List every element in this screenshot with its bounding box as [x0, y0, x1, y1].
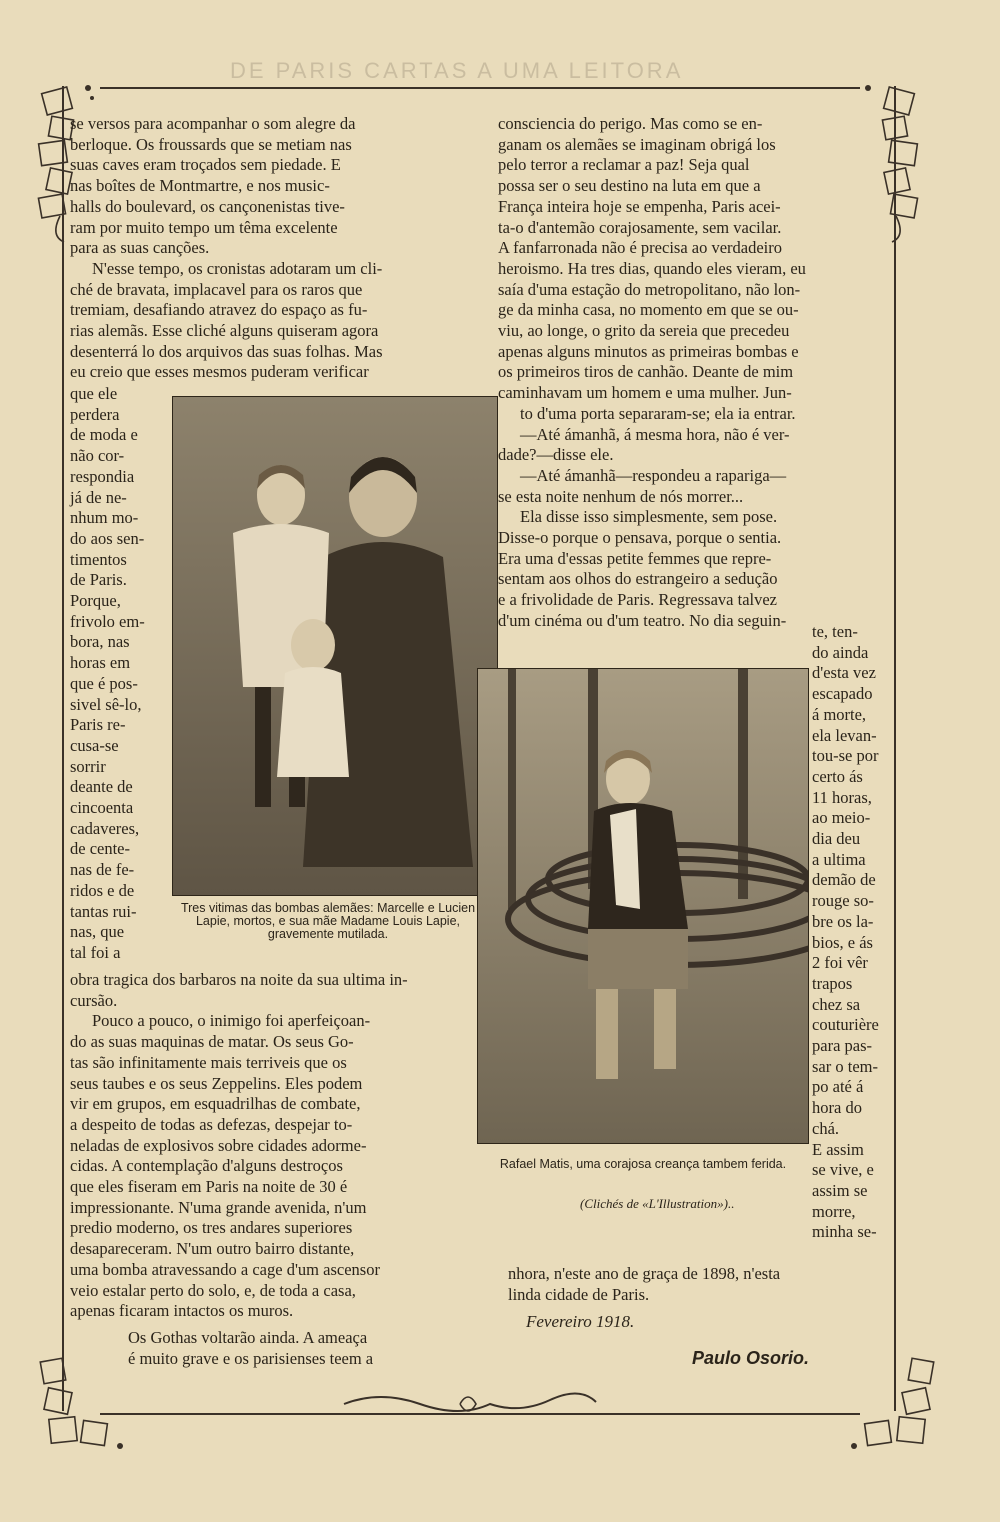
- text-line: apenas alguns minutos as primeiras bombas e: [498, 341, 799, 361]
- text-line: pelo terror a reclamar a paz! Seja qual: [498, 155, 750, 175]
- right-narrow-column: [812, 622, 896, 1243]
- text-line: dia deu: [812, 829, 861, 849]
- text-line: já de ne-: [70, 487, 127, 507]
- left-column-bottom: [70, 970, 464, 1322]
- text-line: que ele: [70, 384, 118, 403]
- text-line: rouge so-: [812, 891, 874, 911]
- left-narrow-column: [70, 384, 160, 964]
- text-line: do ainda: [812, 642, 869, 662]
- text-line: que é pos-: [70, 673, 138, 693]
- text-line: N'esse tempo, os cronistas adotaram um cli-: [92, 258, 383, 278]
- text-line: nas boîtes de Montmartre, e nos music-: [70, 176, 330, 196]
- text-line: sentam aos olhos do estrangeiro a sedução: [498, 569, 778, 589]
- text-line: desapareceram. N'um outro bairro distante,: [70, 1239, 355, 1259]
- text-line: obra tragica dos barbaros na noite da sua ultima in-: [70, 970, 408, 989]
- text-line: d'um cinéma ou d'um teatro. No dia seguin-: [498, 610, 787, 630]
- text-line: te, ten-: [812, 622, 858, 641]
- text-line: perdera: [70, 404, 120, 424]
- text-line: cincoenta: [70, 798, 134, 818]
- text-line: França inteira hoje se empenha, Paris acei-: [498, 196, 781, 216]
- text-line: nas, que: [70, 922, 125, 942]
- caption-rafael-matis: Rafael Matis, uma corajosa creança tambem ferida.: [499, 1157, 787, 1171]
- text-line: seus taubes e os seus Zeppelins. Eles podem: [70, 1073, 363, 1093]
- text-line: cadaveres,: [70, 818, 140, 838]
- text-line: não cor-: [70, 446, 125, 466]
- text-line: halls do boulevard, os cançonenistas tive-: [70, 196, 345, 216]
- text-line: possa ser o seu destino na luta em que a: [498, 176, 761, 196]
- text-line: Os Gothas voltarão ainda. A ameaça: [128, 1328, 368, 1347]
- text-line: —Até ámanhã, á mesma hora, não é ver-: [520, 424, 790, 444]
- text-line: hora do: [812, 1098, 862, 1118]
- text-line: eu creio que esses mesmos puderam verificar: [70, 362, 369, 382]
- ornament-bottom-right: [836, 1350, 946, 1460]
- text-line: veio estalar perto do solo, e, de toda a casa,: [70, 1280, 356, 1300]
- text-line: a ultima: [812, 849, 866, 869]
- text-line: nas de fe-: [70, 860, 135, 880]
- text-line: sar o tem-: [812, 1056, 878, 1076]
- photo-credit: (Clichés de «L'Illustration»)..: [580, 1196, 735, 1211]
- text-line: respondia: [70, 466, 135, 486]
- text-line: assim se: [812, 1180, 868, 1200]
- text-line: Pouco a pouco, o inimigo foi aperfeiçoan-: [92, 1011, 371, 1031]
- text-line: apenas ficaram intactos os muros.: [70, 1301, 294, 1321]
- text-line: tremiam, desafiando atravez do espaço as fu-: [70, 300, 368, 320]
- text-line: Paris re-: [70, 715, 126, 735]
- text-line: tal foi a: [70, 942, 121, 962]
- text-line: saía d'uma estação do metropolitano, não lon-: [498, 279, 801, 299]
- text-line: nhora, n'este ano de graça de 1898, n'esta: [508, 1264, 781, 1283]
- text-line: á morte,: [812, 704, 867, 724]
- text-line: A fanfarronada não é precisa ao verdadeiro: [498, 238, 783, 258]
- text-line: ganam os alemães se imaginam obrigá los: [498, 134, 776, 154]
- text-line: ram por muito tempo um têma excelente: [70, 217, 338, 237]
- text-line: de cente-: [70, 839, 130, 859]
- text-line: que eles fiseram em Paris na noite de 30 é: [70, 1177, 348, 1197]
- text-line: timentos: [70, 549, 127, 569]
- bleed-through-header: DE PARIS CARTAS A UMA LEITORA: [230, 58, 684, 83]
- text-line: predio moderno, os tres andares superiores: [70, 1218, 353, 1238]
- text-line: ge da minha casa, no momento em que se ou-: [498, 300, 799, 320]
- text-line: a despeito de todas as defezas, despejar to-: [70, 1114, 353, 1134]
- text-line: Ela disse isso simplesmente, sem pose.: [520, 507, 778, 527]
- text-line: chá.: [812, 1118, 840, 1138]
- text-line: d'esta vez: [812, 663, 876, 683]
- text-line: neladas de explosivos sobre cidades adorme-: [70, 1135, 367, 1155]
- text-line: chez sa: [812, 994, 861, 1014]
- text-line: trapos: [812, 973, 853, 993]
- text-line: ta-o d'antemão corajosamente, sem vacilar.: [498, 217, 782, 237]
- text-line: minha se-: [812, 1222, 877, 1242]
- text-line: do aos sen-: [70, 528, 145, 548]
- text-line: se vive, e: [812, 1160, 874, 1180]
- text-line: uma bomba atravessando a cage d'um ascensor: [70, 1259, 380, 1279]
- text-line: Porque,: [70, 591, 121, 611]
- text-line: para as suas canções.: [70, 238, 210, 258]
- text-line: Era uma d'essas petite femmes que repre-: [498, 548, 772, 568]
- text-line: ridos e de: [70, 880, 135, 900]
- text-line: nhum mo-: [70, 508, 139, 528]
- text-line: sivel sê-lo,: [70, 694, 142, 714]
- text-line: viu, ao longe, o grito da sereia que precedeu: [498, 321, 790, 341]
- text-line: ché de bravata, implacavel para os raros que: [70, 279, 363, 299]
- text-line: se esta noite nenhum de nós morrer...: [498, 486, 744, 506]
- text-line: tantas rui-: [70, 901, 137, 921]
- text-line: bre os la-: [812, 911, 874, 931]
- text-line: vir em grupos, em esquadrilhas de combate,: [70, 1094, 361, 1114]
- text-line: E assim: [812, 1139, 864, 1159]
- text-line: demão de: [812, 870, 876, 890]
- text-line: —Até ámanhã—respondeu a rapariga—: [520, 465, 787, 485]
- text-line: ela levan-: [812, 725, 877, 745]
- text-line: se versos para acompanhar o som alegre da: [70, 114, 356, 133]
- text-line: impressionante. N'uma grande avenida, n'um: [70, 1197, 367, 1217]
- photo-rafael-matis: [477, 668, 809, 1144]
- text-line: cursão.: [70, 990, 118, 1010]
- right-column-top: [498, 114, 894, 632]
- text-line: 2 foi vêr: [812, 953, 868, 973]
- text-line: de moda e: [70, 425, 138, 445]
- text-line: bios, e ás: [812, 932, 873, 952]
- text-line: caminhavam um homem e uma mulher. Jun-: [498, 383, 792, 403]
- text-line: tou-se por: [812, 746, 879, 766]
- text-line: tas são infinitamente mais terriveis que os: [70, 1052, 347, 1072]
- text-line: linda cidade de Paris.: [508, 1284, 650, 1304]
- text-line: os primeiros tiros de canhão. Deante de mim: [498, 362, 794, 382]
- right-column-bottom: [508, 1264, 894, 1305]
- author-signature: Paulo Osorio.: [692, 1348, 810, 1368]
- text-line: bora, nas: [70, 632, 130, 652]
- text-line: rias alemãs. Esse cliché alguns quiseram agora: [70, 321, 379, 341]
- text-line: heroismo. Ha tres dias, quando eles vieram, eu: [498, 258, 806, 278]
- text-line: certo ás: [812, 766, 863, 786]
- text-line: morre,: [812, 1201, 856, 1221]
- dateline: Fevereiro 1918.: [526, 1312, 635, 1331]
- text-line: cidas. A contemplação d'alguns destroços: [70, 1156, 343, 1176]
- text-line: couturière: [812, 1015, 879, 1035]
- text-line: horas em: [70, 653, 131, 673]
- text-line: po até á: [812, 1077, 864, 1097]
- text-line: ao meio-: [812, 808, 871, 828]
- text-line: desenterrá lo dos arquivos das suas folhas. Mas: [70, 341, 383, 361]
- flourish-ornament: [340, 1386, 600, 1420]
- text-line: Disse-o porque o pensava, porque o sentia.: [498, 528, 782, 548]
- text-line: suas caves eram troçados sem piedade. E: [70, 155, 341, 175]
- text-line: de Paris.: [70, 570, 127, 590]
- text-line: sorrir: [70, 756, 106, 776]
- text-line: escapado: [812, 684, 873, 704]
- left-column-end: [128, 1328, 472, 1369]
- text-line: cusa-se: [70, 735, 119, 755]
- text-line: consciencia do perigo. Mas como se en-: [498, 114, 763, 133]
- left-column-top: [70, 114, 464, 383]
- photo-lapie-family: [172, 396, 498, 896]
- text-line: berloque. Os froussards que se metiam nas: [70, 134, 352, 154]
- text-line: do as suas maquinas de matar. Os seus Go-: [70, 1032, 354, 1052]
- text-line: 11 horas,: [812, 787, 872, 807]
- photo-rafael-matis-illustration: [478, 669, 808, 1143]
- caption-lapie-family: Tres vitimas das bombas alemães: Marcelle e Lucien Lapie, mortos, e sua mãe Madame Louis Lapie, gravemente mutilada.: [180, 901, 476, 941]
- text-line: é muito grave e os parisienses teem a: [128, 1348, 374, 1368]
- photo-lapie-family-illustration: [173, 397, 497, 895]
- text-line: dade?—disse ele.: [498, 445, 614, 465]
- text-line: frivolo em-: [70, 611, 145, 631]
- text-line: to d'uma porta separaram-se; ela ia entrar.: [520, 403, 796, 423]
- ornament-bottom-left: [30, 1350, 140, 1460]
- text-line: para pas-: [812, 1036, 873, 1056]
- text-line: deante de: [70, 777, 133, 797]
- text-line: e a frivolidade de Paris. Regressava talvez: [498, 590, 778, 610]
